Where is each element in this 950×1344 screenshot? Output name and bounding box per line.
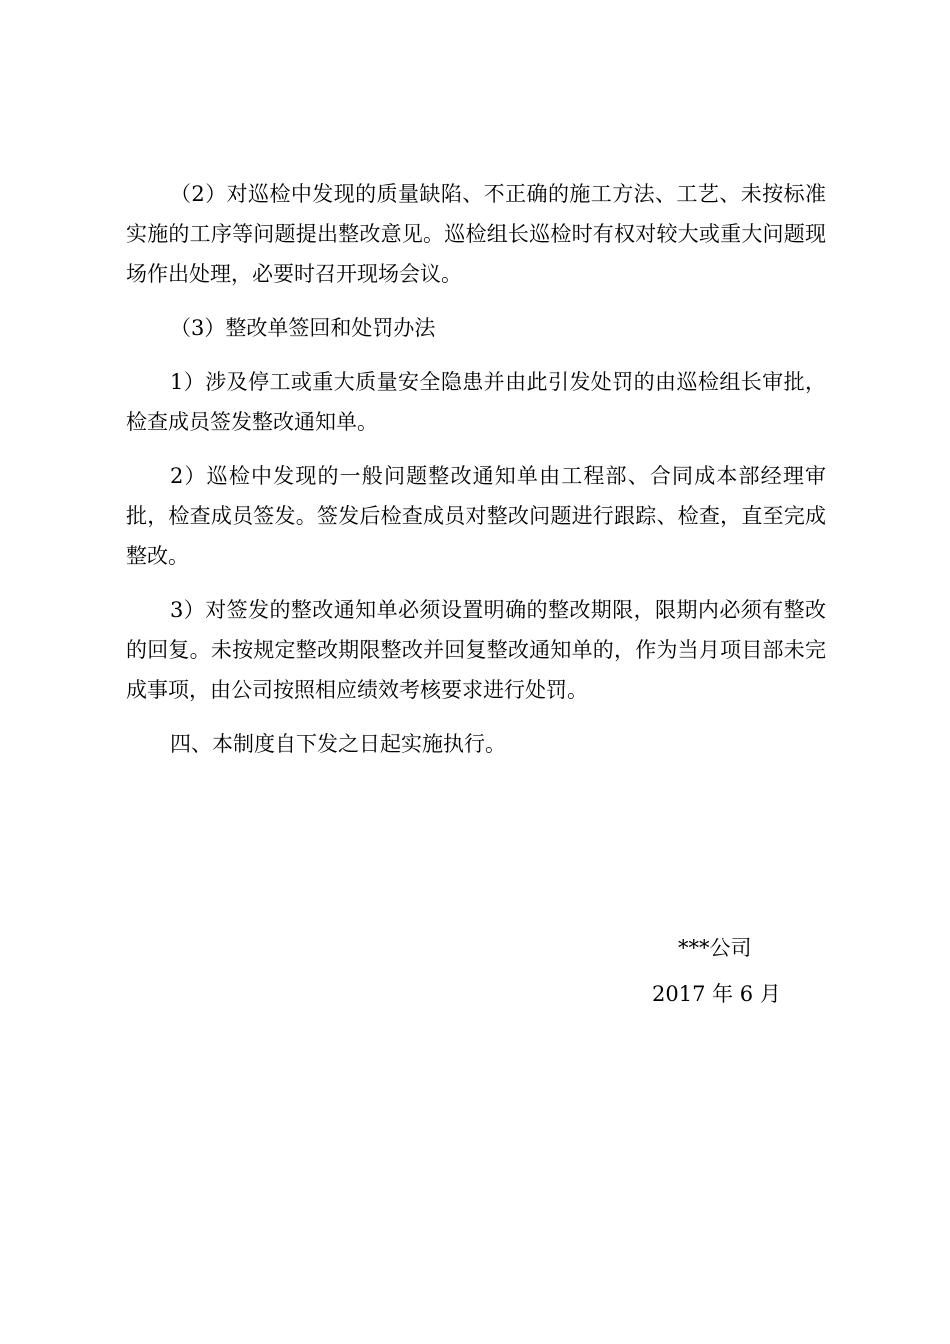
paragraph-quality-defects: （2）对巡检中发现的质量缺陷、不正确的施工方法、工艺、未按标准实施的工序等问题提出整改意见。巡检组长巡检时有权对较大或重大问题现场作出处理，必要时召开现场会议。 xyxy=(126,182,826,286)
paragraph-item-1: 1）涉及停工或重大质量安全隐患并由此引发处罚的由巡检组长审批，检查成员签发整改通知单。 xyxy=(126,370,826,434)
signature-company: ***公司 xyxy=(678,936,752,960)
document-body xyxy=(126,174,826,778)
paragraph-effective-date: 四、本制度自下发之日起实施执行。 xyxy=(170,732,506,756)
paragraph-item-3: 3）对签发的整改通知单必须设置明确的整改期限，限期内必须有整改的回复。未按规定整改期限整改并回复整改通知单的，作为当月项目部未完成事项，由公司按照相应绩效考核要求进行处罚。 xyxy=(126,598,826,702)
paragraph-rectification-heading: （3）整改单签回和处罚办法 xyxy=(170,316,436,340)
signature-date: 2017 年 6 月 xyxy=(652,982,781,1006)
paragraph-item-2: 2）巡检中发现的一般问题整改通知单由工程部、合同成本部经理审批，检查成员签发。签发后检查成员对整改问题进行跟踪、检查，直至完成整改。 xyxy=(126,464,826,568)
